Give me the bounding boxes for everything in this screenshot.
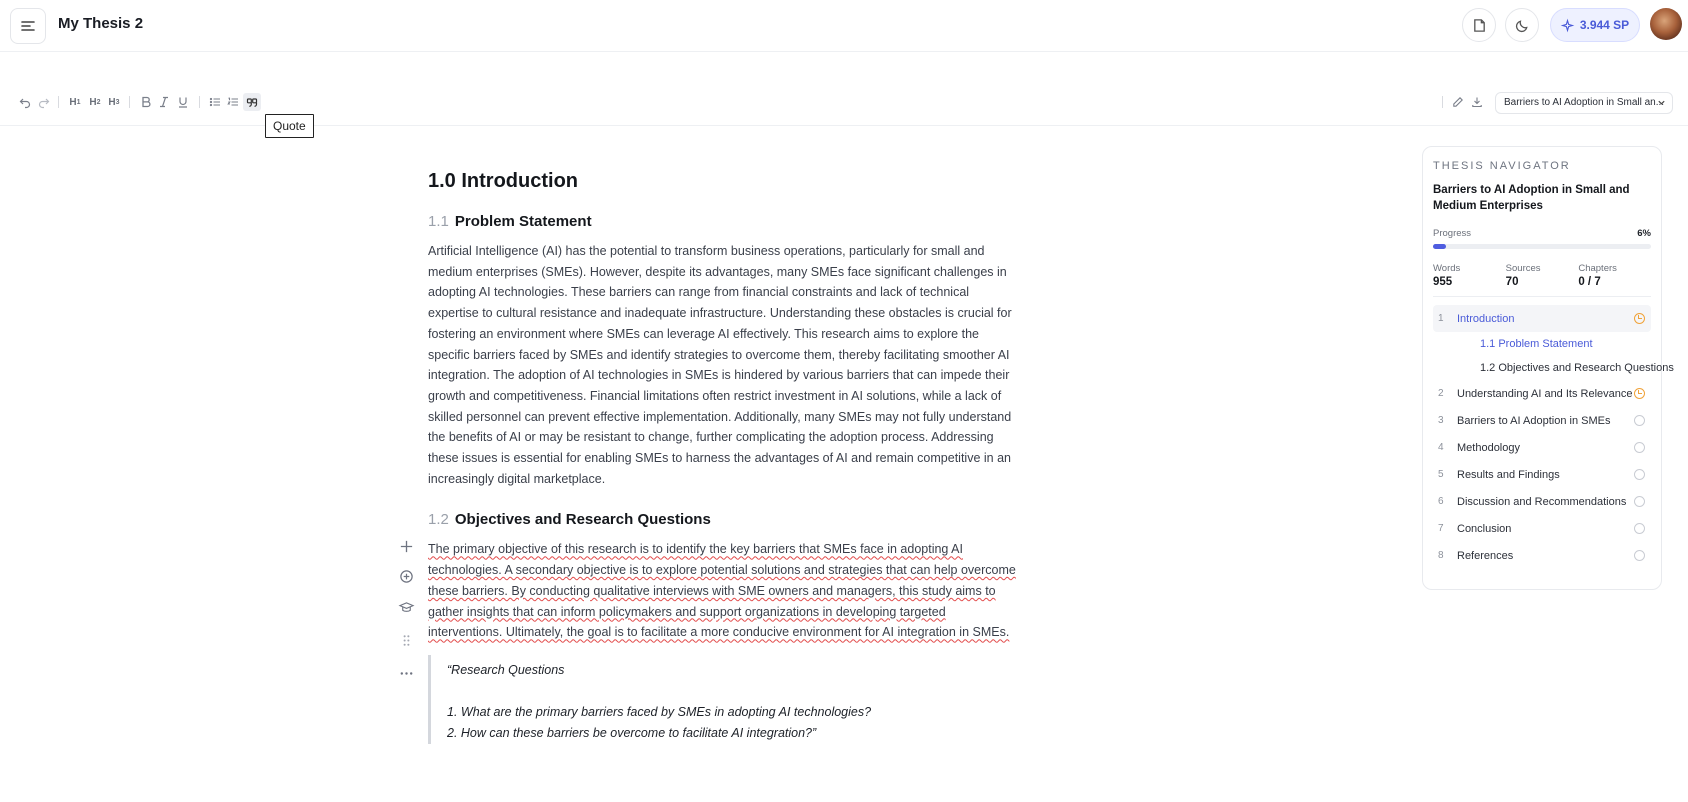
chapter-number: 8 [1438,550,1444,561]
toolbar-divider [58,96,59,108]
section-heading [428,511,1018,528]
chapter-number: 1 [1438,313,1444,324]
download-icon [1471,96,1483,108]
stat-chapters [1578,263,1651,288]
insert-block-button[interactable] [396,566,416,586]
undo-button[interactable] [16,93,34,111]
plus-icon [399,539,414,554]
quote-icon [246,96,258,108]
chapter-heading: 1.0 Introduction [428,170,578,192]
toolbar-divider [129,96,130,108]
blockquote [428,655,1018,744]
chapter-list [1433,305,1674,569]
avatar[interactable] [1650,8,1682,40]
chapter-title: Conclusion [1457,522,1512,535]
pencil-icon [1452,96,1464,108]
chevron-down-icon [1657,98,1666,107]
navigator-kicker: THESIS NAVIGATOR [1433,160,1571,172]
stat-value: 955 [1433,276,1453,288]
subsection-item[interactable] [1433,356,1674,380]
editor-toolbar [0,86,1688,126]
status-circle-icon [1634,469,1645,480]
progress-label: Progress [1433,228,1472,239]
chapter-title: Introduction [1457,312,1515,325]
chapter-number: 3 [1438,415,1444,426]
chapter-title: Discussion and Recommendations [1457,495,1627,508]
chapter-title: References [1457,549,1514,562]
chapter-item[interactable] [1433,407,1651,434]
stat-value: 0 / 7 [1578,276,1601,288]
bold-button[interactable] [137,93,155,111]
stat-label: Words [1433,263,1461,274]
status-circle-icon [1634,415,1645,426]
status-circle-icon [1634,523,1645,534]
toolbar-divider [199,96,200,108]
toolbar-divider [1442,96,1443,108]
stats-row [1433,263,1651,297]
redo-icon [38,96,50,108]
chapter-item[interactable] [1433,488,1651,515]
more-options-button[interactable] [396,663,416,683]
stat-label: Sources [1505,263,1541,274]
menu-button[interactable] [10,8,46,44]
hamburger-icon [19,17,37,35]
italic-icon [158,96,170,108]
chapter-title: Understanding AI and Its Relevance [1457,387,1633,400]
progress-percent: 6% [1637,228,1651,239]
chapter-item[interactable] [1433,305,1651,332]
bullet-list-icon [209,96,221,108]
chapter-number: 2 [1438,388,1444,399]
document-select[interactable] [1495,92,1673,114]
more-horizontal-icon [399,666,414,681]
academic-assist-button[interactable] [396,597,416,617]
ordered-list-icon [227,96,239,108]
section-heading [428,213,1018,230]
redo-button[interactable] [35,93,53,111]
stat-label: Chapters [1578,263,1617,274]
chapter-number: 6 [1438,496,1444,507]
undo-icon [19,96,31,108]
chapter-item[interactable] [1433,434,1651,461]
sp-balance-label: 3.944 SP [1579,18,1630,32]
stat-sources [1506,263,1579,288]
stat-value: 70 [1505,276,1519,288]
ordered-list-button[interactable] [224,93,242,111]
quote-line: 1. What are the primary barriers faced by SMEs in adopting AI technologies? [447,704,872,719]
quote-line: “Research Questions [447,662,565,677]
chapter-number: 7 [1438,523,1444,534]
underline-icon [177,96,189,108]
chapter-title: Methodology [1457,441,1520,454]
italic-button[interactable] [155,93,173,111]
moon-icon [1515,18,1530,33]
section-number: 1.1 [428,213,449,230]
in-progress-icon [1634,313,1645,324]
plus-circle-icon [399,569,414,584]
document-select-value: Barriers to AI Adoption in Small an... [1504,97,1665,108]
paragraph: Artificial Intelligence (AI) has the potential to transform business operations, particularly for small and medium enterprises (SMEs). However, despite its advantages, many SMEs face significant challenges in adopting AI technologies. These barriers can range from financial constraints and lack of technical expertise to cultural resistance and inadequate infrastructure. Understanding these obstacles is crucial for fostering an environment where SMEs can leverage AI effectively. This research aims to explore the specific barriers faced by SMEs and identify strategies to overcome them, thereby facilitating smoother AI integration. The adoption of AI technologies in SMEs is hindered by various barriers that can impede their growth and competitiveness. Financial limitations often restrict investment in AI solutions, while a lack of skilled personnel can prevent effective implementation. Additionally, many SMEs may not fully understand the benefits of AI or may be resistant to change, further complicating the adoption process. Addressing these issues is essential for enabling SMEs to harness the advantages of AI and remain competitive in an increasingly digital marketplace. [428,244,1012,486]
heading-2-button[interactable]: H 2 [89,96,101,108]
drag-handle-icon [399,633,414,648]
quote-tooltip: Quote [265,114,314,138]
top-bar [0,0,1688,52]
paragraph-spellcheck: The primary objective of this research is to identify the key barriers that SMEs face in adopting AI technologies. A secondary objective is to explore potential solutions and strategies that can help overcome these barriers. By conducting qualitative interviews with SME owners and managers, this study aims to gather insights that can inform policymakers and support organizations in developing targeted interventions. Ultimately, the goal is to facilitate a more conducive environment for AI integration in SMEs. [428,542,1016,640]
sp-balance-button[interactable] [1550,8,1640,42]
chapter-number: 4 [1438,442,1444,453]
section-title: Problem Statement [454,213,592,230]
chapter-title: Barriers to AI Adoption in SMEs [1457,414,1611,427]
subsection-label: 1.2 Objectives and Research Questions [1480,362,1674,374]
status-circle-icon [1634,496,1645,507]
graduation-cap-icon [399,600,414,615]
chapter-item[interactable] [1433,515,1651,542]
stat-words [1433,263,1506,288]
document-icon [1472,18,1487,33]
drag-handle[interactable] [396,630,416,650]
document-editor[interactable] [428,170,1018,744]
sparkle-icon [1561,19,1574,32]
status-circle-icon [1634,550,1645,561]
progress-row [1433,228,1651,239]
progress-bar [1433,244,1651,249]
progress-fill [1433,244,1446,249]
chapter-item[interactable] [1433,380,1651,407]
edit-button[interactable] [1449,93,1467,111]
subsection-item[interactable]: 1.1 Problem Statement [1480,338,1593,350]
theme-toggle-button[interactable] [1505,8,1539,42]
heading-3-button[interactable]: H 3 [108,96,120,108]
heading-1-button[interactable]: H 1 [69,96,81,108]
chapter-number: 5 [1438,469,1444,480]
download-button[interactable] [1468,93,1486,111]
status-circle-icon [1634,442,1645,453]
chapter-item[interactable] [1433,542,1651,569]
thesis-title: Barriers to AI Adoption in Small and Medium Enterprises [1433,184,1630,212]
section-title: Objectives and Research Questions [454,511,711,529]
chapter-title: Results and Findings [1457,468,1560,481]
underline-button[interactable] [174,93,192,111]
app-title: My Thesis 2 [58,15,144,32]
bullet-list-button[interactable] [206,93,224,111]
quote-line: 2. How can these barriers be overcome to facilitate AI integration?” [447,725,817,740]
section-number: 1.2 [428,511,449,529]
add-block-button[interactable] [396,536,416,556]
quote-button[interactable] [243,93,261,111]
chapter-item[interactable] [1433,461,1651,488]
document-button[interactable] [1462,8,1496,42]
bold-icon [140,96,152,108]
thesis-navigator [1422,146,1674,590]
in-progress-icon [1634,388,1645,399]
